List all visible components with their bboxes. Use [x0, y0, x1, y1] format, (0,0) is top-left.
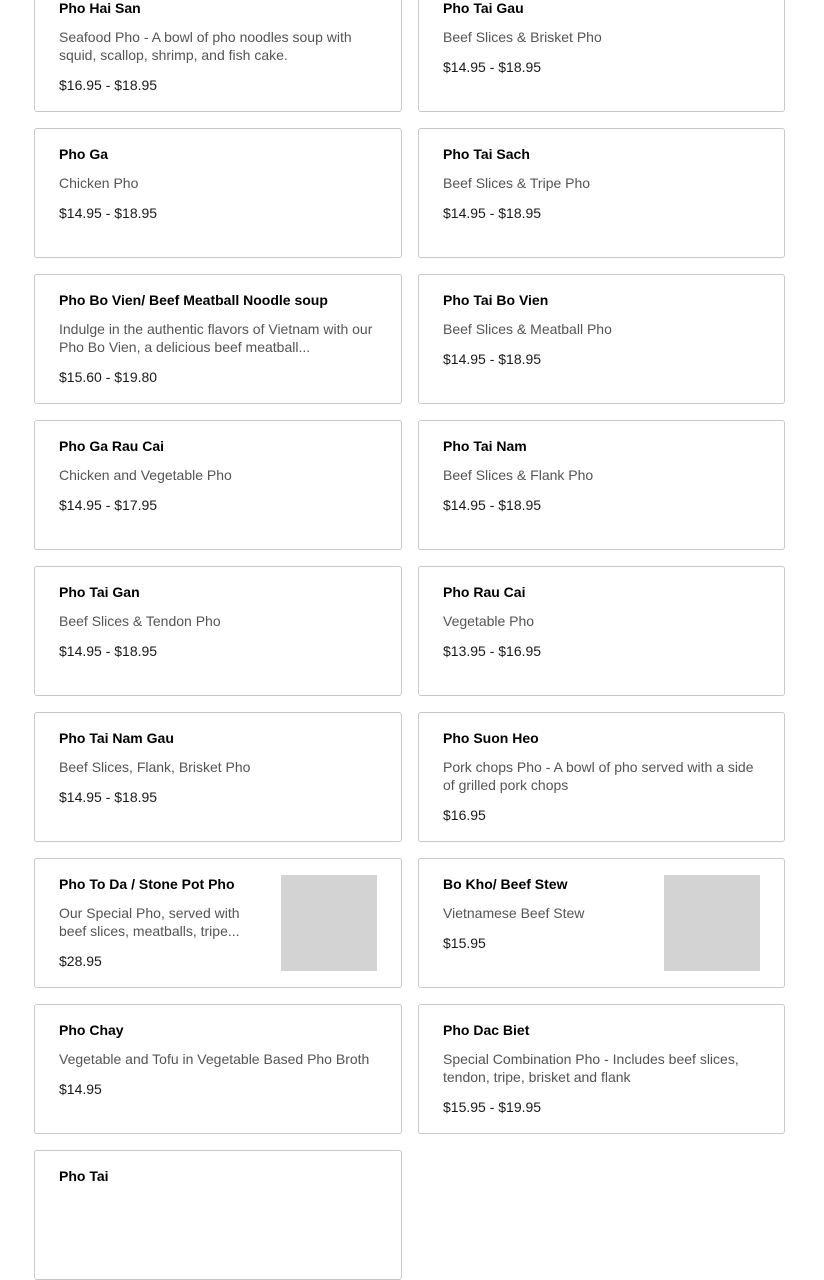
menu-item-card[interactable]	[34, 566, 402, 696]
menu-item-card[interactable]	[418, 1004, 785, 1134]
menu-item-name: Pho Suon Heo	[443, 730, 539, 746]
menu-item-price: $14.95 - $17.95	[59, 497, 158, 513]
menu-item-description: Vegetable Pho	[443, 613, 535, 629]
menu-grid	[34, 0, 785, 1280]
menu-item-name: Pho Tai Nam	[443, 438, 527, 454]
menu-item-card[interactable]	[418, 420, 785, 550]
menu-item-card[interactable]	[34, 1004, 402, 1134]
menu-item-card[interactable]	[418, 566, 785, 696]
menu-item-card[interactable]	[34, 274, 402, 404]
menu-item-card[interactable]	[418, 274, 785, 404]
menu-item-text	[443, 291, 760, 368]
menu-item-card[interactable]	[34, 1150, 402, 1280]
menu-item-name: Pho Chay	[59, 1022, 124, 1038]
menu-item-description: Beef Slices & Flank Pho	[443, 467, 594, 483]
menu-item-description: Our Special Pho, served with beef slices, meatballs, tripe...	[59, 905, 240, 939]
menu-item-name: Pho Tai	[59, 1168, 109, 1184]
menu-item-price: $28.95	[59, 953, 102, 969]
menu-item-text	[59, 0, 377, 94]
menu-item-price: $14.95 - $18.95	[443, 497, 542, 513]
menu-item-text	[59, 1167, 377, 1185]
menu-item-name: Pho Tai Gan	[59, 584, 140, 600]
menu-item-card[interactable]	[418, 0, 785, 112]
menu-item-name: Pho To Da / Stone Pot Pho	[59, 876, 235, 892]
menu-item-description: Beef Slices, Flank, Brisket Pho	[59, 759, 251, 775]
menu-item-name: Pho Bo Vien/ Beef Meatball Noodle soup	[59, 292, 328, 308]
menu-item-text	[443, 1021, 760, 1116]
menu-item-text	[59, 291, 377, 386]
menu-item-price: $15.95 - $19.95	[443, 1099, 542, 1115]
menu-item-price: $15.60 - $19.80	[59, 369, 158, 385]
menu-item-image-placeholder	[664, 875, 760, 971]
menu-item-card[interactable]	[34, 712, 402, 842]
menu-item-price: $14.95	[59, 1081, 102, 1097]
menu-item-price: $16.95 - $18.95	[59, 77, 158, 93]
menu-item-text	[443, 0, 760, 76]
menu-item-description: Beef Slices & Brisket Pho	[443, 29, 602, 45]
menu-item-name: Pho Rau Cai	[443, 584, 526, 600]
menu-item-text	[443, 729, 760, 824]
menu-item-card[interactable]	[418, 712, 785, 842]
menu-item-name: Bo Kho/ Beef Stew	[443, 876, 568, 892]
menu-item-description: Beef Slices & Meatball Pho	[443, 321, 612, 337]
menu-item-description: Vegetable and Tofu in Vegetable Based Pho Broth	[59, 1051, 370, 1067]
menu-item-price: $14.95 - $18.95	[443, 59, 542, 75]
menu-item-description: Vietnamese Beef Stew	[443, 905, 585, 921]
menu-item-description: Beef Slices & Tripe Pho	[443, 175, 591, 191]
menu-item-name: Pho Ga	[59, 146, 109, 162]
menu-item-card[interactable]	[418, 128, 785, 258]
menu-item-card[interactable]	[34, 858, 402, 988]
menu-item-card[interactable]	[34, 420, 402, 550]
menu-item-name: Pho Hai San	[59, 0, 141, 16]
menu-item-text	[59, 437, 377, 514]
menu-item-card[interactable]	[418, 858, 785, 988]
menu-item-text	[59, 1021, 377, 1098]
menu-item-description: Indulge in the authentic flavors of Vietnam with our Pho Bo Vien, a delicious beef meatball...	[59, 321, 373, 355]
menu-item-name: Pho Tai Bo Vien	[443, 292, 549, 308]
menu-item-description: Seafood Pho - A bowl of pho noodles soup with squid, scallop, shrimp, and fish cake.	[59, 29, 352, 63]
menu-item-description: Chicken and Vegetable Pho	[59, 467, 232, 483]
menu-item-text	[59, 729, 377, 806]
menu-item-description: Chicken Pho	[59, 175, 139, 191]
menu-item-text	[443, 437, 760, 514]
menu-item-price: $13.95 - $16.95	[443, 643, 542, 659]
menu-item-price: $14.95 - $18.95	[59, 205, 158, 221]
menu-item-price: $15.95	[443, 935, 486, 951]
menu-item-card[interactable]	[34, 128, 402, 258]
menu-item-description: Special Combination Pho - Includes beef slices, tendon, tripe, brisket and flank	[443, 1051, 739, 1085]
menu-item-price: $16.95	[443, 807, 486, 823]
menu-item-name: Pho Tai Sach	[443, 146, 530, 162]
menu-item-price: $14.95 - $18.95	[59, 643, 158, 659]
menu-item-name: Pho Ga Rau Cai	[59, 438, 165, 454]
menu-item-name: Pho Tai Gau	[443, 0, 524, 16]
menu-item-card[interactable]	[34, 0, 402, 112]
menu-item-price: $14.95 - $18.95	[443, 205, 542, 221]
menu-item-price: $14.95 - $18.95	[443, 351, 542, 367]
menu-item-name: Pho Tai Nam Gau	[59, 730, 174, 746]
menu-item-description: Beef Slices & Tendon Pho	[59, 613, 221, 629]
menu-item-text	[443, 145, 760, 222]
menu-item-price: $14.95 - $18.95	[59, 789, 158, 805]
menu-item-description: Pork chops Pho - A bowl of pho served with a side of grilled pork chops	[443, 759, 754, 793]
menu-item-name: Pho Dac Biet	[443, 1022, 530, 1038]
menu-item-text	[443, 583, 760, 660]
menu-item-image-placeholder	[281, 875, 377, 971]
menu-item-text	[59, 145, 377, 222]
menu-item-text	[59, 583, 377, 660]
